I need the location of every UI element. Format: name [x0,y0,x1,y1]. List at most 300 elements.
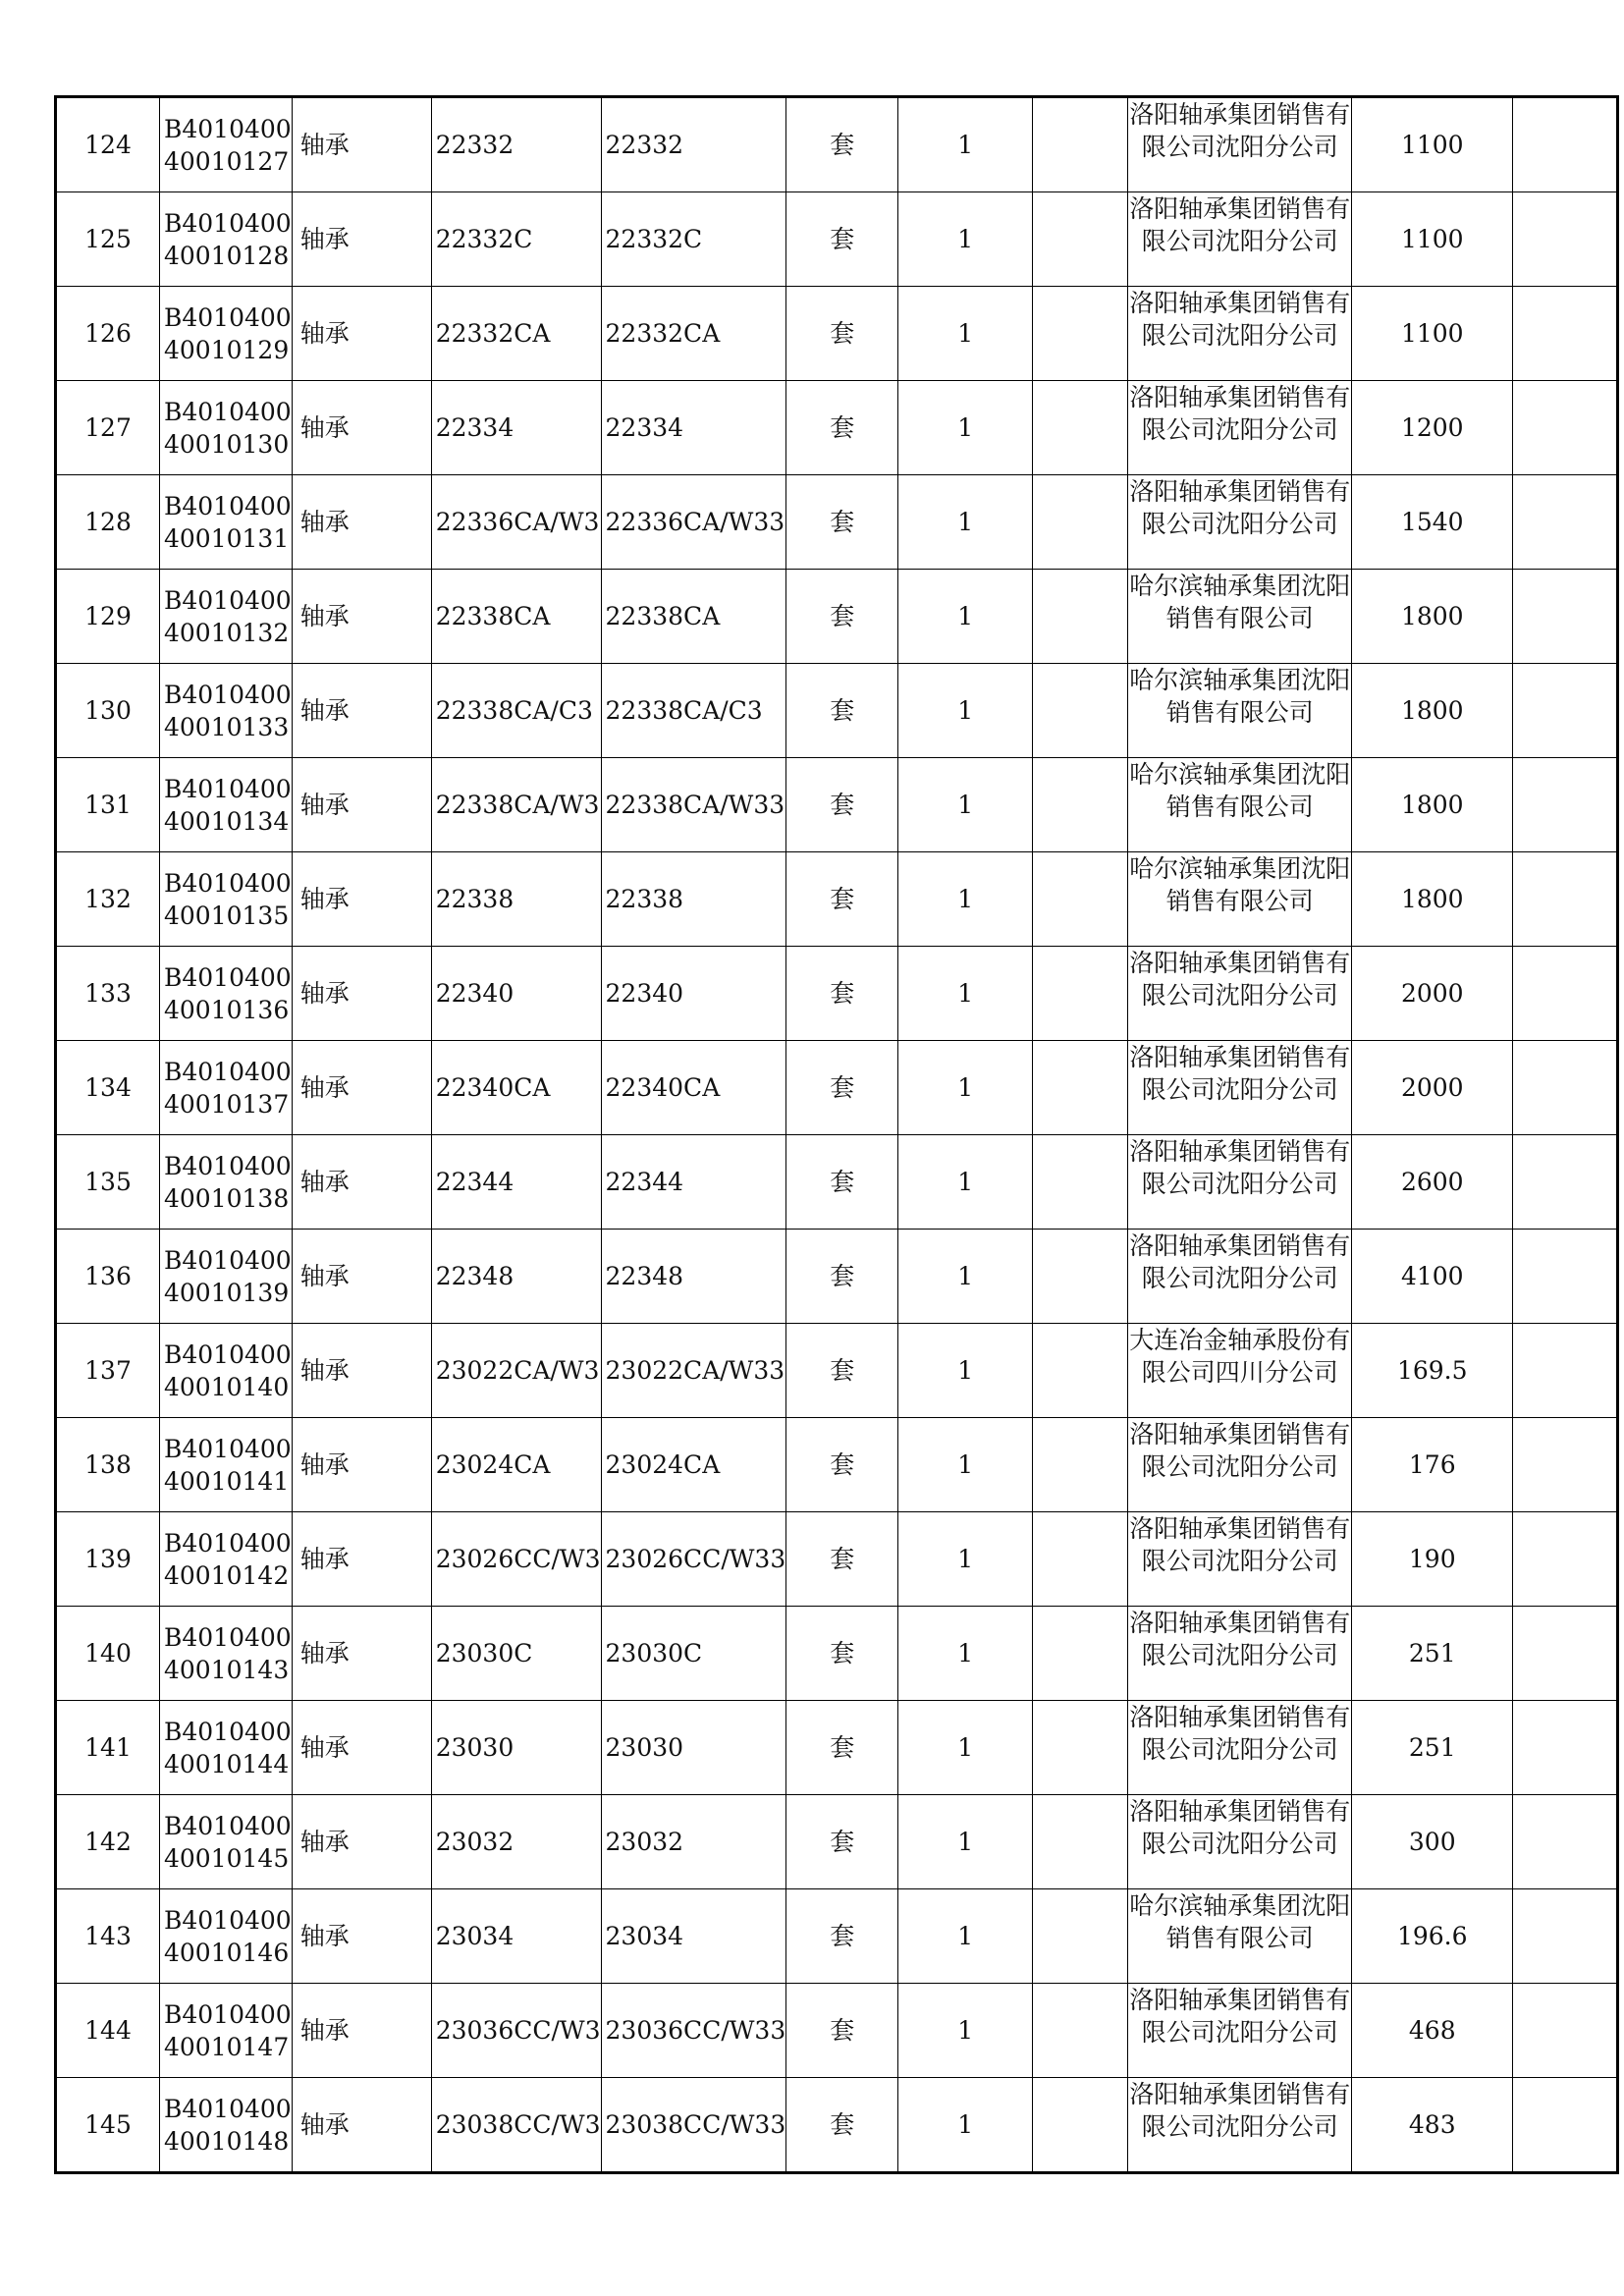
item-spec: 23030 [431,1701,601,1795]
table-row [56,475,1618,570]
material-code-cell [160,1512,293,1607]
item-price: 2600 [1352,1135,1513,1230]
supplier-cell [1128,192,1352,287]
item-unit: 套 [786,1889,898,1984]
supplier-cell [1128,1701,1352,1795]
bearing-price-table [54,95,1619,2174]
supplier-cell [1128,1041,1352,1135]
item-quantity: 1 [898,1135,1033,1230]
table-row [56,758,1618,852]
item-spec: 22340CA [431,1041,601,1135]
item-unit: 套 [786,287,898,381]
item-quantity: 1 [898,97,1033,192]
item-model: 22348 [601,1230,786,1324]
item-name: 轴承 [292,1418,431,1512]
supplier-name: 哈尔滨轴承集团沈阳销售有限公司 [1129,760,1351,821]
material-code-part1: B4010400 [164,114,292,143]
item-unit: 套 [786,664,898,758]
empty-cell [1513,1795,1618,1889]
table-row [56,1984,1618,2078]
row-index: 138 [56,1418,160,1512]
table-row [56,1701,1618,1795]
item-unit: 套 [786,947,898,1041]
item-spec: 22334 [431,381,601,475]
row-index: 137 [56,1324,160,1418]
material-code-cell [160,1607,293,1701]
material-code-part1: B4010400 [164,1622,292,1652]
empty-cell [1513,287,1618,381]
item-quantity: 1 [898,1041,1033,1135]
empty-cell [1513,852,1618,947]
item-quantity: 1 [898,1512,1033,1607]
item-price: 251 [1352,1701,1513,1795]
item-price: 2000 [1352,947,1513,1041]
item-model: 22332CA [601,287,786,381]
table-row [56,570,1618,664]
material-code-part1: B4010400 [164,1905,292,1935]
item-price: 169.5 [1352,1324,1513,1418]
row-index: 143 [56,1889,160,1984]
item-name: 轴承 [292,1701,431,1795]
material-code-cell [160,852,293,947]
empty-cell [1513,1984,1618,2078]
material-code-cell [160,97,293,192]
supplier-cell [1128,852,1352,947]
supplier-cell [1128,1512,1352,1607]
table-row [56,1324,1618,1418]
item-price: 1800 [1352,852,1513,947]
empty-cell [1513,1324,1618,1418]
table-row [56,97,1618,192]
supplier-name: 洛阳轴承集团销售有限公司沈阳分公司 [1129,1986,1351,2047]
material-code-cell [160,475,293,570]
item-price: 190 [1352,1512,1513,1607]
material-code-part2: 40010136 [164,995,290,1024]
row-index: 134 [56,1041,160,1135]
empty-cell [1033,381,1128,475]
empty-cell [1033,1230,1128,1324]
item-quantity: 1 [898,570,1033,664]
row-index: 130 [56,664,160,758]
table-row [56,2078,1618,2173]
item-model: 23024CA [601,1418,786,1512]
item-quantity: 1 [898,852,1033,947]
material-code-cell [160,1795,293,1889]
item-name: 轴承 [292,287,431,381]
material-code-part1: B4010400 [164,1434,292,1463]
item-name: 轴承 [292,1135,431,1230]
table-row [56,1041,1618,1135]
item-price: 251 [1352,1607,1513,1701]
item-model: 22334 [601,381,786,475]
table-row [56,1135,1618,1230]
material-code-part1: B4010400 [164,1057,292,1086]
item-name: 轴承 [292,947,431,1041]
row-index: 144 [56,1984,160,2078]
empty-cell [1033,287,1128,381]
item-unit: 套 [786,1418,898,1512]
material-code-part1: B4010400 [164,585,292,615]
supplier-name: 洛阳轴承集团销售有限公司沈阳分公司 [1129,1137,1351,1198]
material-code-part2: 40010135 [164,901,290,930]
item-spec: 22338CA [431,570,601,664]
material-code-part1: B4010400 [164,2094,292,2123]
material-code-part2: 40010143 [164,1655,290,1684]
material-code-part2: 40010139 [164,1278,290,1307]
table-row [56,1889,1618,1984]
supplier-cell [1128,97,1352,192]
item-quantity: 1 [898,1230,1033,1324]
supplier-name: 洛阳轴承集团销售有限公司沈阳分公司 [1129,1043,1351,1104]
supplier-cell [1128,1607,1352,1701]
material-code-cell [160,664,293,758]
supplier-name: 洛阳轴承集团销售有限公司沈阳分公司 [1129,383,1351,444]
item-model: 23026CC/W33 [601,1512,786,1607]
item-name: 轴承 [292,1984,431,2078]
item-price: 1100 [1352,287,1513,381]
material-code-part1: B4010400 [164,397,292,426]
table-row [56,1512,1618,1607]
item-model: 23022CA/W33 [601,1324,786,1418]
material-code-cell [160,381,293,475]
supplier-cell [1128,1230,1352,1324]
material-code-cell [160,1041,293,1135]
item-model: 22338CA [601,570,786,664]
material-code-part2: 40010133 [164,712,290,741]
item-quantity: 1 [898,1795,1033,1889]
item-spec: 22332 [431,97,601,192]
material-code-cell [160,1418,293,1512]
item-model: 23034 [601,1889,786,1984]
row-index: 135 [56,1135,160,1230]
supplier-cell [1128,758,1352,852]
row-index: 145 [56,2078,160,2173]
material-code-cell [160,947,293,1041]
item-spec: 23026CC/W3 [431,1512,601,1607]
empty-cell [1033,1041,1128,1135]
empty-cell [1513,1701,1618,1795]
supplier-name: 大连冶金轴承股份有限公司四川分公司 [1129,1326,1351,1387]
item-model: 23032 [601,1795,786,1889]
material-code-part2: 40010146 [164,1938,290,1967]
empty-cell [1033,1701,1128,1795]
material-code-part2: 40010128 [164,241,290,270]
empty-cell [1513,97,1618,192]
material-code-part1: B4010400 [164,302,292,332]
row-index: 132 [56,852,160,947]
material-code-part2: 40010131 [164,523,290,553]
table-row [56,1230,1618,1324]
item-quantity: 1 [898,1324,1033,1418]
table-row [56,852,1618,947]
material-code-cell [160,1889,293,1984]
item-spec: 22348 [431,1230,601,1324]
table-row [56,381,1618,475]
item-name: 轴承 [292,475,431,570]
item-model: 22344 [601,1135,786,1230]
item-quantity: 1 [898,1607,1033,1701]
item-name: 轴承 [292,97,431,192]
supplier-name: 洛阳轴承集团销售有限公司沈阳分公司 [1129,1420,1351,1481]
item-name: 轴承 [292,1607,431,1701]
item-quantity: 1 [898,287,1033,381]
item-unit: 套 [786,1041,898,1135]
material-code-cell [160,1230,293,1324]
material-code-part1: B4010400 [164,1528,292,1558]
item-model: 22338CA/W33 [601,758,786,852]
material-code-part2: 40010140 [164,1372,290,1401]
table-row [56,1607,1618,1701]
row-index: 136 [56,1230,160,1324]
supplier-cell [1128,1984,1352,2078]
item-spec: 23030C [431,1607,601,1701]
item-spec: 23024CA [431,1418,601,1512]
supplier-name: 洛阳轴承集团销售有限公司沈阳分公司 [1129,100,1351,161]
item-unit: 套 [786,97,898,192]
supplier-name: 洛阳轴承集团销售有限公司沈阳分公司 [1129,477,1351,538]
item-spec: 22344 [431,1135,601,1230]
item-unit: 套 [786,1135,898,1230]
item-quantity: 1 [898,664,1033,758]
supplier-cell [1128,287,1352,381]
row-index: 131 [56,758,160,852]
supplier-cell [1128,1135,1352,1230]
item-quantity: 1 [898,1418,1033,1512]
supplier-name: 洛阳轴承集团销售有限公司沈阳分公司 [1129,1231,1351,1292]
item-quantity: 1 [898,1889,1033,1984]
row-index: 124 [56,97,160,192]
supplier-name: 洛阳轴承集团销售有限公司沈阳分公司 [1129,1609,1351,1669]
item-quantity: 1 [898,1984,1033,2078]
item-price: 300 [1352,1795,1513,1889]
supplier-name: 洛阳轴承集团销售有限公司沈阳分公司 [1129,1703,1351,1764]
material-code-part2: 40010148 [164,2126,290,2156]
supplier-name: 哈尔滨轴承集团沈阳销售有限公司 [1129,572,1351,632]
empty-cell [1033,947,1128,1041]
item-spec: 22338CA/W3 [431,758,601,852]
empty-cell [1033,475,1128,570]
item-unit: 套 [786,1324,898,1418]
table-row [56,664,1618,758]
material-code-part2: 40010147 [164,2032,290,2061]
material-code-part1: B4010400 [164,868,292,898]
item-unit: 套 [786,1984,898,2078]
supplier-name: 哈尔滨轴承集团沈阳销售有限公司 [1129,854,1351,915]
material-code-cell [160,2078,293,2173]
item-model: 22332C [601,192,786,287]
item-model: 23030 [601,1701,786,1795]
table-row [56,1795,1618,1889]
row-index: 126 [56,287,160,381]
item-price: 2000 [1352,1041,1513,1135]
supplier-cell [1128,947,1352,1041]
empty-cell [1033,1795,1128,1889]
supplier-name: 洛阳轴承集团销售有限公司沈阳分公司 [1129,1514,1351,1575]
item-spec: 23032 [431,1795,601,1889]
row-index: 142 [56,1795,160,1889]
material-code-part1: B4010400 [164,491,292,520]
material-code-part1: B4010400 [164,962,292,992]
item-unit: 套 [786,852,898,947]
material-code-part1: B4010400 [164,774,292,803]
item-name: 轴承 [292,852,431,947]
empty-cell [1513,758,1618,852]
empty-cell [1033,758,1128,852]
supplier-cell [1128,570,1352,664]
supplier-name: 洛阳轴承集团销售有限公司沈阳分公司 [1129,949,1351,1010]
item-price: 1100 [1352,97,1513,192]
empty-cell [1033,2078,1128,2173]
material-code-part2: 40010138 [164,1183,290,1213]
item-quantity: 1 [898,381,1033,475]
material-code-cell [160,1984,293,2078]
item-name: 轴承 [292,1041,431,1135]
item-model: 22340CA [601,1041,786,1135]
item-price: 1540 [1352,475,1513,570]
item-name: 轴承 [292,758,431,852]
item-quantity: 1 [898,1701,1033,1795]
empty-cell [1513,1889,1618,1984]
empty-cell [1033,1512,1128,1607]
empty-cell [1513,475,1618,570]
empty-cell [1513,1607,1618,1701]
empty-cell [1513,1512,1618,1607]
table-row [56,1418,1618,1512]
item-name: 轴承 [292,1324,431,1418]
item-price: 176 [1352,1418,1513,1512]
supplier-name: 洛阳轴承集团销售有限公司沈阳分公司 [1129,1797,1351,1858]
item-spec: 22332C [431,192,601,287]
material-code-cell [160,1701,293,1795]
item-spec: 22340 [431,947,601,1041]
supplier-cell [1128,1795,1352,1889]
material-code-part1: B4010400 [164,680,292,709]
material-code-cell [160,1135,293,1230]
item-name: 轴承 [292,570,431,664]
material-code-part2: 40010145 [164,1843,290,1873]
item-model: 23036CC/W33 [601,1984,786,2078]
material-code-part2: 40010142 [164,1560,290,1590]
supplier-cell [1128,1418,1352,1512]
empty-cell [1033,852,1128,947]
material-code-cell [160,570,293,664]
item-name: 轴承 [292,1889,431,1984]
item-name: 轴承 [292,192,431,287]
item-model: 23030C [601,1607,786,1701]
material-code-part1: B4010400 [164,208,292,238]
material-code-part2: 40010134 [164,806,290,836]
supplier-cell [1128,1889,1352,1984]
item-name: 轴承 [292,664,431,758]
item-unit: 套 [786,1701,898,1795]
empty-cell [1513,2078,1618,2173]
item-name: 轴承 [292,1230,431,1324]
supplier-name: 洛阳轴承集团销售有限公司沈阳分公司 [1129,2080,1351,2141]
item-price: 4100 [1352,1230,1513,1324]
item-quantity: 1 [898,758,1033,852]
item-price: 1200 [1352,381,1513,475]
material-code-part2: 40010127 [164,146,290,176]
item-unit: 套 [786,1607,898,1701]
item-unit: 套 [786,381,898,475]
supplier-cell [1128,2078,1352,2173]
item-price: 196.6 [1352,1889,1513,1984]
item-spec: 23038CC/W3 [431,2078,601,2173]
material-code-part1: B4010400 [164,1717,292,1746]
material-code-part2: 40010137 [164,1089,290,1119]
item-name: 轴承 [292,2078,431,2173]
row-index: 125 [56,192,160,287]
empty-cell [1033,1324,1128,1418]
item-model: 22338CA/C3 [601,664,786,758]
item-price: 483 [1352,2078,1513,2173]
empty-cell [1033,1984,1128,2078]
item-unit: 套 [786,1795,898,1889]
row-index: 128 [56,475,160,570]
material-code-cell [160,1324,293,1418]
item-unit: 套 [786,192,898,287]
material-code-part1: B4010400 [164,1245,292,1275]
supplier-cell [1128,475,1352,570]
empty-cell [1513,570,1618,664]
material-code-cell [160,287,293,381]
supplier-cell [1128,664,1352,758]
empty-cell [1033,664,1128,758]
item-quantity: 1 [898,192,1033,287]
item-name: 轴承 [292,1795,431,1889]
material-code-part2: 40010130 [164,429,290,459]
empty-cell [1033,97,1128,192]
material-code-part2: 40010144 [164,1749,290,1778]
row-index: 139 [56,1512,160,1607]
material-code-part2: 40010141 [164,1466,290,1496]
material-code-part1: B4010400 [164,1811,292,1840]
supplier-name: 哈尔滨轴承集团沈阳销售有限公司 [1129,1891,1351,1952]
item-quantity: 1 [898,947,1033,1041]
row-index: 140 [56,1607,160,1701]
table-row [56,192,1618,287]
item-unit: 套 [786,475,898,570]
material-code-part1: B4010400 [164,1339,292,1369]
empty-cell [1513,947,1618,1041]
empty-cell [1513,1135,1618,1230]
item-spec: 23036CC/W3 [431,1984,601,2078]
item-spec: 23022CA/W3 [431,1324,601,1418]
item-price: 1100 [1352,192,1513,287]
empty-cell [1033,1418,1128,1512]
material-code-part2: 40010129 [164,335,290,364]
material-code-part1: B4010400 [164,1151,292,1180]
item-unit: 套 [786,2078,898,2173]
item-model: 22340 [601,947,786,1041]
row-index: 141 [56,1701,160,1795]
empty-cell [1513,1418,1618,1512]
supplier-cell [1128,381,1352,475]
material-code-cell [160,758,293,852]
table-row [56,287,1618,381]
item-price: 1800 [1352,664,1513,758]
empty-cell [1033,1607,1128,1701]
item-model: 22336CA/W33 [601,475,786,570]
table-row [56,947,1618,1041]
item-unit: 套 [786,1230,898,1324]
empty-cell [1513,664,1618,758]
empty-cell [1033,570,1128,664]
row-index: 127 [56,381,160,475]
empty-cell [1513,381,1618,475]
empty-cell [1033,1889,1128,1984]
item-spec: 22338CA/C3 [431,664,601,758]
